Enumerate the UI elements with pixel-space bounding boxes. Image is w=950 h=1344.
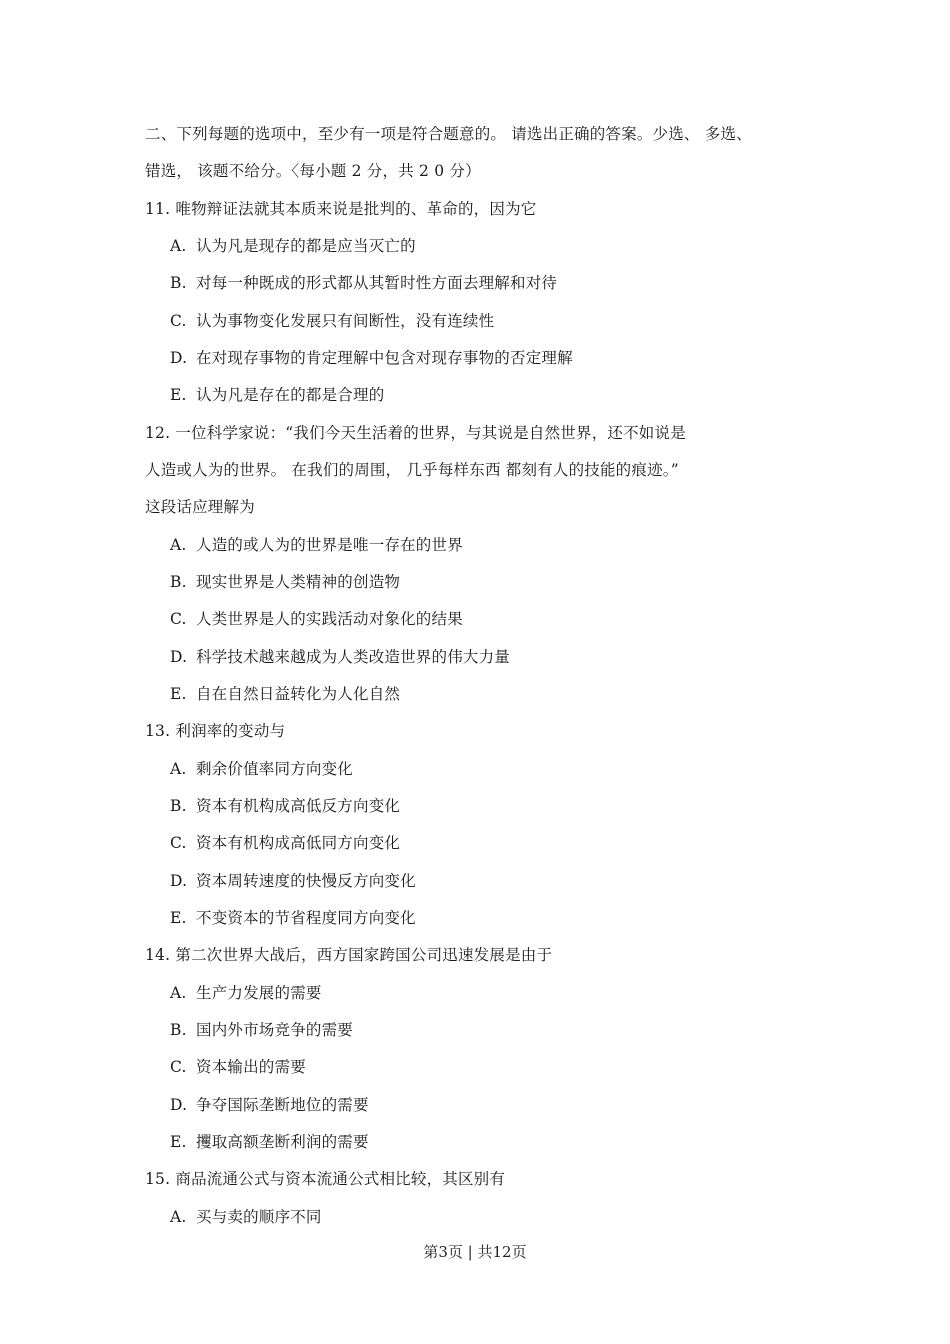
option-letter: A. xyxy=(170,237,187,255)
question-15-stem: 15. 商品流通公式与资本流通公式相比较，其区别有 xyxy=(145,1170,506,1188)
question-11-option-d xyxy=(170,347,573,369)
question-12-option-e xyxy=(170,683,400,705)
question-12-option-d xyxy=(170,646,510,668)
question-12-stem-line-3: 这段话应理解为 xyxy=(145,498,255,516)
question-11-option-b xyxy=(170,272,557,294)
option-text: 认为凡是现存的都是应当灭亡的 xyxy=(196,237,416,255)
option-letter: C. xyxy=(170,834,187,852)
option-text: 科学技术越来越成为人类改造世界的伟大力量 xyxy=(196,648,511,666)
question-12-option-b xyxy=(170,571,400,593)
option-letter: D. xyxy=(170,648,188,666)
option-text: 人造的或人为的世界是唯一存在的世界 xyxy=(196,536,463,554)
option-letter: E. xyxy=(170,909,187,927)
option-letter: B. xyxy=(170,573,187,591)
option-letter: C. xyxy=(170,610,187,628)
option-letter: B. xyxy=(170,797,187,815)
option-letter: E. xyxy=(170,685,187,703)
option-text: 剩余价值率同方向变化 xyxy=(196,760,354,778)
option-text: 不变资本的节省程度同方向变化 xyxy=(196,909,416,927)
option-text: 认为凡是存在的都是合理的 xyxy=(196,386,385,404)
question-14-option-a xyxy=(170,982,322,1004)
question-12-option-c xyxy=(170,608,463,630)
option-text: 资本有机构成高低同方向变化 xyxy=(196,834,401,852)
option-letter: A. xyxy=(170,760,187,778)
page-footer: 第3页 | 共12页 xyxy=(423,1243,527,1261)
option-text: 认为事物变化发展只有间断性，没有连续性 xyxy=(196,312,495,330)
option-letter: C. xyxy=(170,312,187,330)
question-11-option-a xyxy=(170,235,416,257)
option-text: 对每一种既成的形式都从其暂时性方面去理解和对待 xyxy=(196,274,558,292)
question-13-option-a xyxy=(170,758,353,780)
section-instructions-line-2: 错选， 该题不给分。〈每小题 2 分，共 2 0 分） xyxy=(145,162,481,180)
option-text: 人类世界是人的实践活动对象化的结果 xyxy=(196,610,463,628)
section-instructions-line-1: 二、下列每题的选项中，至少有一项是符合题意的。 请选出正确的答案。少选、 多选、 xyxy=(145,125,752,143)
question-13-option-b xyxy=(170,795,400,817)
option-letter: D. xyxy=(170,872,188,890)
option-text: 自在自然日益转化为人化自然 xyxy=(196,685,401,703)
option-letter: C. xyxy=(170,1058,187,1076)
question-12-option-a xyxy=(170,534,463,556)
option-text: 资本有机构成高低反方向变化 xyxy=(196,797,401,815)
question-15-option-a xyxy=(170,1206,322,1228)
option-text: 攫取高额垄断利润的需要 xyxy=(196,1133,369,1151)
question-14-option-e xyxy=(170,1131,369,1153)
option-text: 争夺国际垄断地位的需要 xyxy=(196,1096,369,1114)
question-11-option-c xyxy=(170,310,494,332)
option-letter: A. xyxy=(170,536,187,554)
question-13-stem: 13. 利润率的变动与 xyxy=(145,722,286,740)
question-11-stem: 11. 唯物辩证法就其本质来说是批判的、革命的，因为它 xyxy=(145,200,537,218)
question-12-stem-line-2: 人造或人为的世界。 在我们的周围， 几乎每样东西 都刻有人的技能的痕迹。” xyxy=(145,461,679,479)
option-letter: D. xyxy=(170,1096,188,1114)
option-text: 买与卖的顺序不同 xyxy=(196,1208,322,1226)
option-text: 资本输出的需要 xyxy=(196,1058,306,1076)
option-letter: D. xyxy=(170,349,188,367)
option-letter: A. xyxy=(170,1208,187,1226)
option-letter: A. xyxy=(170,984,187,1002)
option-text: 国内外市场竞争的需要 xyxy=(196,1021,354,1039)
option-letter: E. xyxy=(170,386,187,404)
question-14-stem: 14. 第二次世界大战后，西方国家跨国公司迅速发展是由于 xyxy=(145,946,553,964)
question-13-option-d xyxy=(170,870,416,892)
option-text: 在对现存事物的肯定理解中包含对现存事物的否定理解 xyxy=(196,349,573,367)
option-letter: B. xyxy=(170,274,187,292)
option-text: 生产力发展的需要 xyxy=(196,984,322,1002)
question-11-option-e xyxy=(170,384,384,406)
question-13-option-c xyxy=(170,832,400,854)
question-14-option-d xyxy=(170,1094,369,1116)
option-letter: B. xyxy=(170,1021,187,1039)
option-text: 现实世界是人类精神的创造物 xyxy=(196,573,401,591)
question-13-option-e xyxy=(170,907,416,929)
question-14-option-c xyxy=(170,1056,306,1078)
option-text: 资本周转速度的快慢反方向变化 xyxy=(196,872,416,890)
option-letter: E. xyxy=(170,1133,187,1151)
question-14-option-b xyxy=(170,1019,353,1041)
question-12-stem-line-1: 12. 一位科学家说：“我们今天生活着的世界，与其说是自然世界，还不如说是 xyxy=(145,424,686,442)
